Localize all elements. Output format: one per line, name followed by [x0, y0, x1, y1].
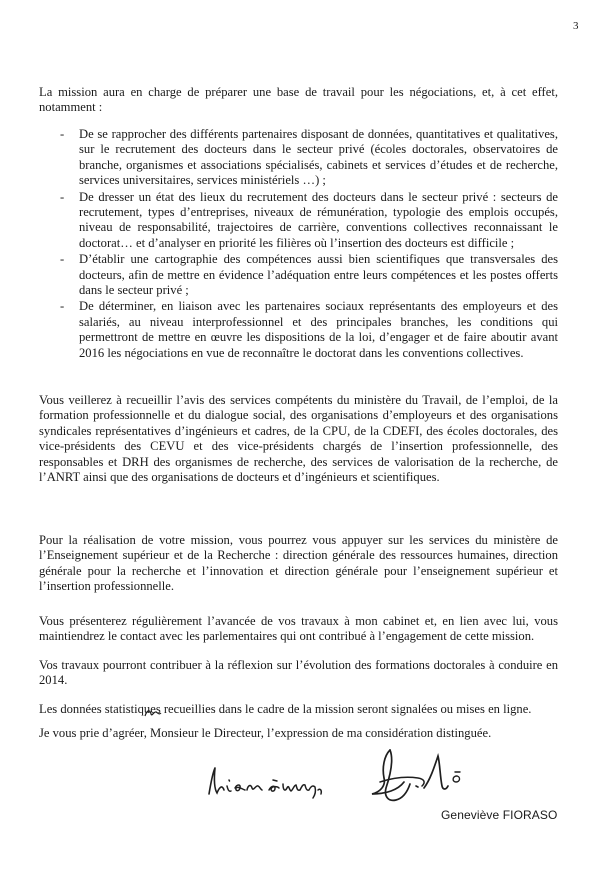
statistics-paragraph: Les données statistiques recueillies dans le cadre de la mission seront signalées ou mises en ligne. — [39, 702, 532, 716]
list-item-text: D’établir une cartographie des compétences aussi bien scientifiques que transversales des docteurs, afin de mettre en évidence l’adéquation entre leurs compétences et les postes offerts dans le secteur privé ; — [79, 252, 558, 298]
intro-paragraph: La mission aura en charge de préparer une base de travail pour les négociations, et, à cet effet, notamment : — [39, 85, 558, 115]
list-dash: - — [60, 299, 65, 314]
list-dash: - — [60, 127, 65, 141]
handwritten-signature — [360, 742, 480, 812]
list-item-text: De dresser un état des lieux du recrutement des docteurs dans le secteur privé : secteurs de recrutement, types d’entreprises, niveaux de rémunération, typologie des emplois occupés, niveau de responsabilité, trajectoires de carrière, conventions collectives reconnaissant le doctorat… et d’analyser en priorité les filières où l’insertion des docteurs est difficile ; — [79, 189, 558, 250]
consultation-paragraph: Vous veillerez à recueillir l’avis des services compétents du ministère du Travail, de l’emploi, de la formation professionnelle et du dialogue social, des organisations d’employeurs et des organisations syndicales représentatives d’ingénieurs et cadres, de la CPU, de la CDEFI, des écoles doctorales, des vice-présidents des CEVU et des vice-présidents chargés de l’insertion professionnelle, des responsables et DRH des organismes de recherche, des services de valorisation de la recherche, de l’ANRT ainsi que des organisations de docteurs et d’ingénieurs et scientifiques. — [39, 393, 558, 485]
list-item-text: De se rapprocher des différents partenaires disposant de données, quantitatives et qualitatives, sur le recrutement des docteurs dans le secteur privé (écoles doctorales, observatoires de branche, organismes et associations spécialisés, cabinets et services d’études et de recherche, services universitaires, services ministériels …) ; — [79, 127, 558, 188]
page-number: 3 — [573, 20, 579, 32]
reporting-paragraph: Vous présenterez régulièrement l’avancée de vos travaux à mon cabinet et, en lien avec lui, vous maintiendrez le contact avec les parlementaires qui ont contribué à l’engagement de cette mission. — [39, 614, 558, 644]
support-paragraph: Pour la réalisation de votre mission, vous pourrez vous appuyer sur les services du ministère de l’Enseignement supérieur et de la Recherche : direction générale des ressources humaines, direction générale pour la recherche et l’innovation et direction générale pour l’enseignement supérieur et l’insertion professionnelle. — [39, 533, 558, 594]
list-item — [60, 190, 558, 252]
closing-paragraph: Je vous prie d’agréer, Monsieur le Directeur, l’expression de ma considération distinguée. — [39, 726, 492, 740]
handwritten-greeting — [205, 760, 335, 802]
list-item — [60, 299, 558, 361]
signer-name: Geneviève FIORASO — [441, 808, 558, 822]
handwritten-mark — [143, 707, 163, 719]
list-dash: - — [60, 252, 65, 267]
mission-list — [60, 127, 558, 361]
list-item-text: De déterminer, en liaison avec les partenaires sociaux représentants des employeurs et des salariés, au niveau interprofessionnel et des principales branches, les conditions qui permettront de mettre en œuvre les dispositions de la loi, d’engager et de faire aboutir avant 2016 les négociations en vue de reconnaître le doctorat dans les conventions collectives. — [79, 299, 558, 360]
reflection-paragraph: Vos travaux pourront contribuer à la réflexion sur l’évolution des formations doctorales à conduire en 2014. — [39, 658, 558, 688]
list-dash: - — [60, 189, 65, 204]
list-item — [60, 127, 558, 189]
list-item — [60, 252, 558, 298]
